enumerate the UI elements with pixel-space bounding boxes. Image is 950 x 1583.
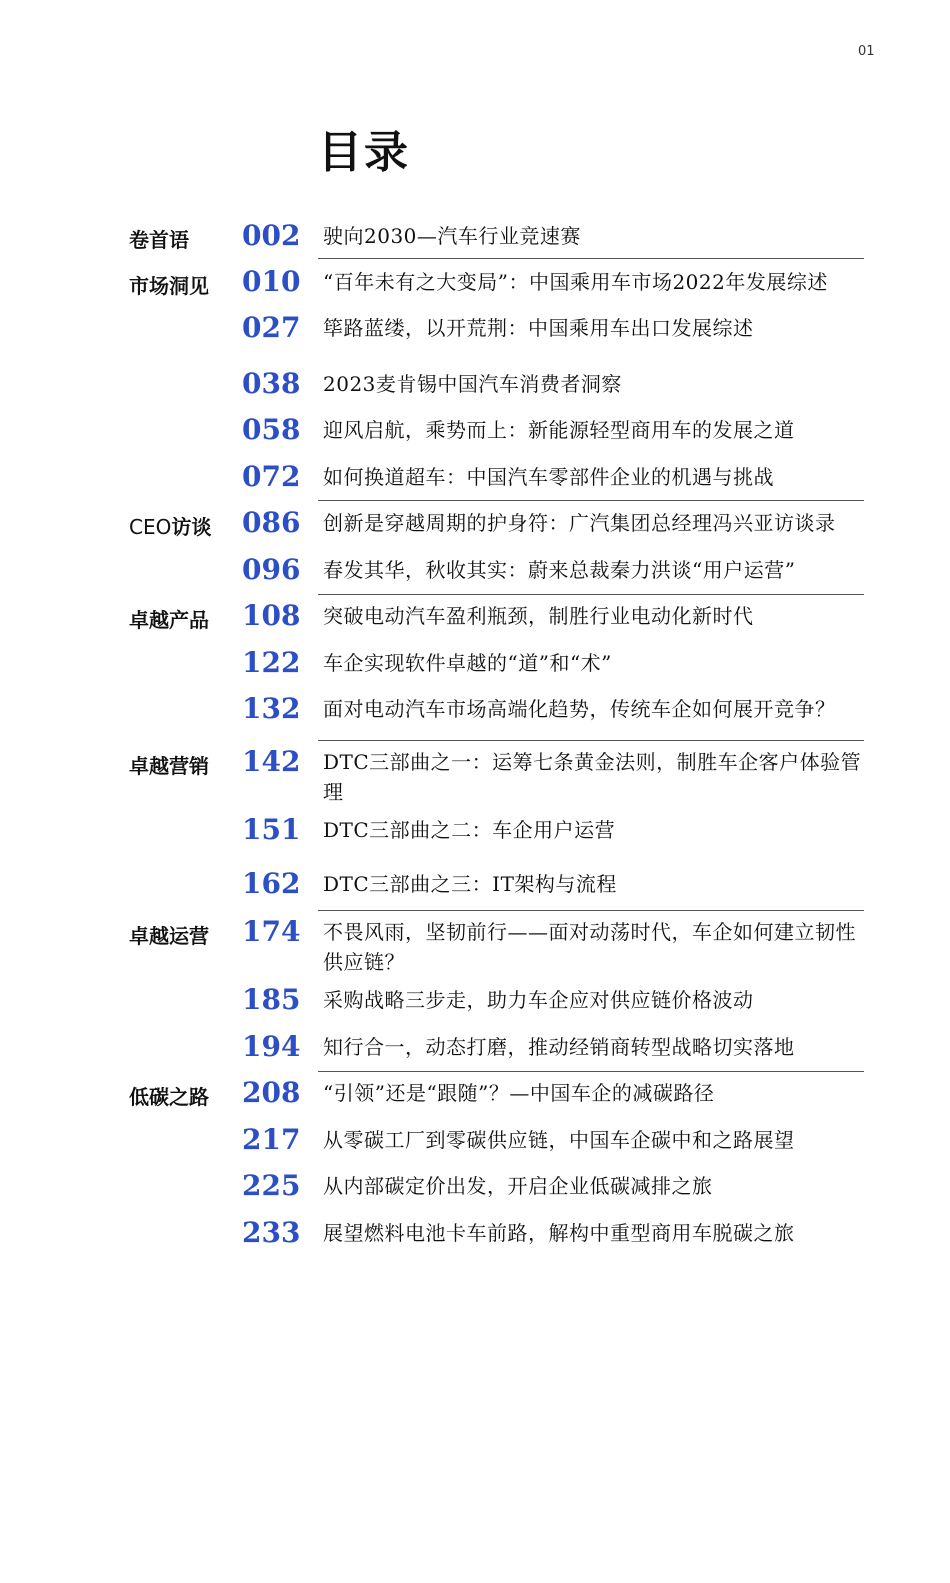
- toc-page-number: 174: [242, 915, 301, 948]
- section-label: 卓越运营: [129, 924, 209, 948]
- section-label-cjk: 访谈: [171, 515, 212, 539]
- toc-entry-title: DTC三部曲之二：车企用户运营: [323, 818, 616, 842]
- toc-page-number: 217: [242, 1123, 301, 1156]
- toc-page-number: 072: [242, 460, 301, 493]
- toc-page-number: 038: [242, 367, 301, 400]
- toc-page-number: 096: [242, 553, 301, 586]
- toc-entry-title: 创新是穿越周期的护身符：广汽集团总经理冯兴亚访谈录: [323, 511, 836, 535]
- toc-entry-title: 面对电动汽车市场高端化趋势，传统车企如何展开竞争？: [323, 697, 836, 721]
- toc-entry-title: 突破电动汽车盈利瓶颈，制胜行业电动化新时代: [323, 604, 754, 628]
- section-label: 卓越营销: [129, 754, 209, 778]
- toc-page-number: 194: [242, 1030, 301, 1063]
- toc-entry-title: 驶向2030—汽车行业竞速赛: [323, 224, 581, 248]
- section-label-latin: CEO: [129, 515, 172, 539]
- toc-entry-title: 从零碳工厂到零碳供应链，中国车企碳中和之路展望: [323, 1128, 795, 1152]
- toc-page-number: 162: [242, 867, 301, 900]
- section-label: 卓越产品: [129, 608, 209, 632]
- toc-entry-title: 2023麦肯锡中国汽车消费者洞察: [323, 372, 622, 396]
- page-title: 目录: [318, 127, 410, 178]
- toc-page-number: 010: [242, 265, 301, 298]
- toc-entry-title: “引领”还是“跟随”？—中国车企的减碳路径: [323, 1081, 715, 1105]
- toc-page-number: 225: [242, 1169, 301, 1202]
- toc-entry-title: 不畏风雨，坚韧前行——面对动荡时代，车企如何建立韧性供应链？: [323, 920, 856, 974]
- toc-page-number: 185: [242, 983, 301, 1016]
- toc-entry-title: 春发其华，秋收其实：蔚来总裁秦力洪谈“用户运营”: [323, 558, 796, 582]
- toc-entry-title: 从内部碳定价出发，开启企业低碳减排之旅: [323, 1174, 713, 1198]
- toc-page-number: 142: [242, 745, 301, 778]
- section-label: 低碳之路: [129, 1085, 209, 1109]
- section-divider: [318, 1071, 864, 1072]
- section-divider: [318, 258, 864, 259]
- toc-entry-title: 筚路蓝缕，以开荒荆：中国乘用车出口发展综述: [323, 316, 754, 340]
- toc-page-number: 233: [242, 1216, 301, 1249]
- toc-page-number: 122: [242, 646, 301, 679]
- section-divider: [318, 500, 864, 501]
- section-divider: [318, 594, 864, 595]
- toc-entry-title: 展望燃料电池卡车前路，解构中重型商用车脱碳之旅: [323, 1221, 795, 1245]
- toc-entry-title: DTC三部曲之一：运筹七条黄金法则，制胜车企客户体验管理: [323, 750, 862, 804]
- toc-entry-title: 迎风启航，乘势而上：新能源轻型商用车的发展之道: [323, 418, 795, 442]
- toc-page-number: 058: [242, 413, 301, 446]
- toc-entry-title: 采购战略三步走，助力车企应对供应链价格波动: [323, 988, 754, 1012]
- toc-page-number: 027: [242, 311, 301, 344]
- section-divider: [318, 910, 864, 911]
- toc-entry-title: “百年未有之大变局”：中国乘用车市场2022年发展综述: [323, 270, 828, 294]
- section-label: [129, 511, 211, 540]
- toc-entry-title: 如何换道超车：中国汽车零部件企业的机遇与挑战: [323, 465, 774, 489]
- toc-page-number: 086: [242, 506, 301, 539]
- section-label: 卷首语: [129, 228, 189, 252]
- toc-page-number: 208: [242, 1076, 301, 1109]
- toc-entry-title: 车企实现软件卓越的“道”和“术”: [323, 651, 612, 675]
- toc-entry-title: DTC三部曲之三：IT架构与流程: [323, 872, 617, 896]
- section-label: 市场洞见: [129, 274, 209, 298]
- toc-page-number: 151: [242, 813, 301, 846]
- section-divider: [318, 740, 864, 741]
- toc-entry-title: 知行合一，动态打磨，推动经销商转型战略切实落地: [323, 1035, 795, 1059]
- toc-page-number: 132: [242, 692, 301, 725]
- toc-page-number: 108: [242, 599, 301, 632]
- page-number: 01: [858, 44, 875, 59]
- toc-page-number: 002: [242, 219, 301, 252]
